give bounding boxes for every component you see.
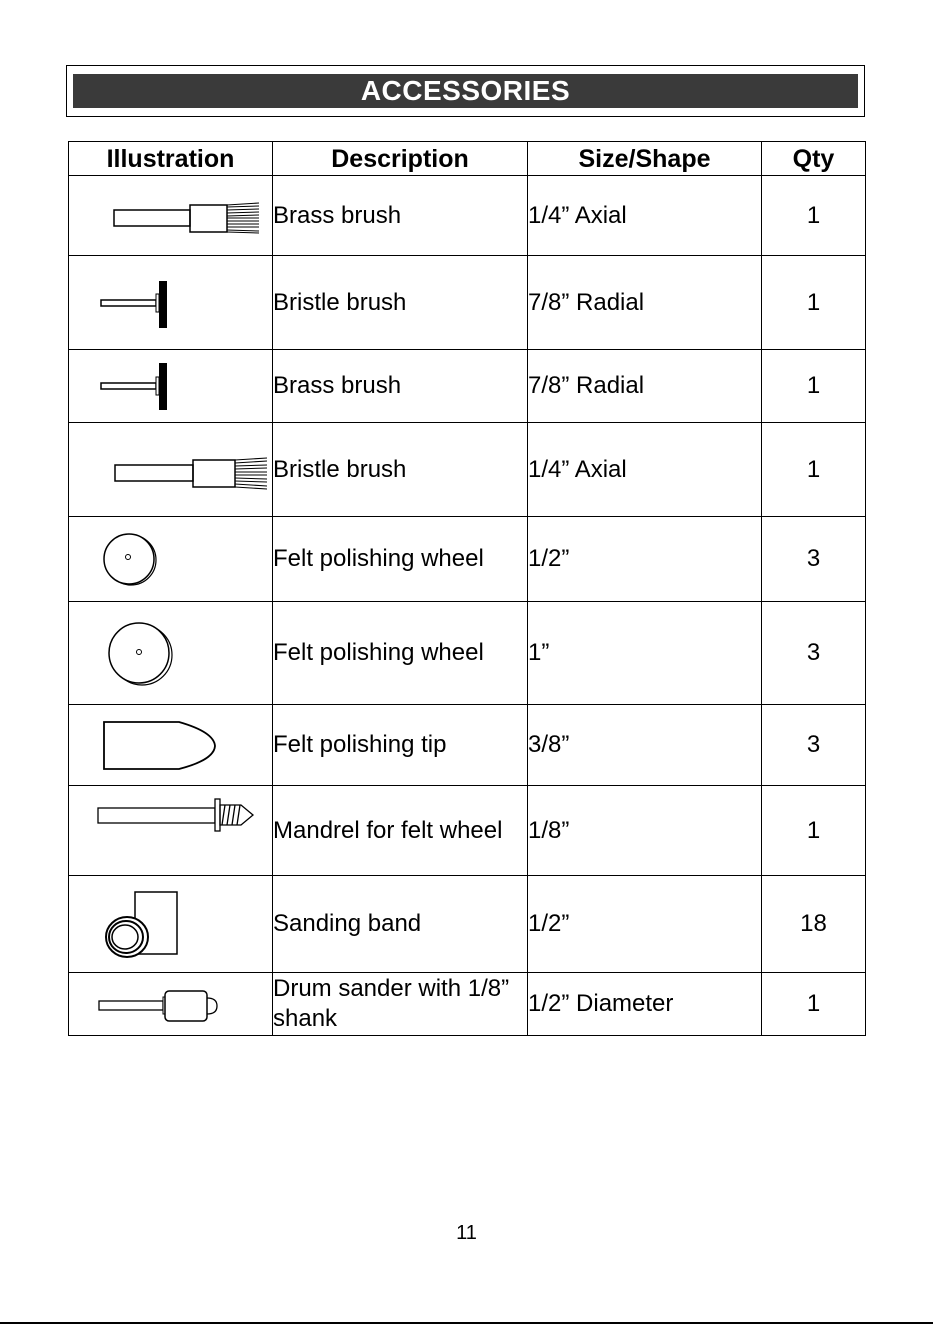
description-cell: Brass brush xyxy=(273,350,528,423)
radial-brush-icon xyxy=(69,350,273,423)
table-row xyxy=(69,350,866,423)
header-row xyxy=(69,142,866,176)
header-illustration: Illustration xyxy=(69,142,273,176)
illustration-cell xyxy=(69,517,273,602)
page-title: ACCESSORIES xyxy=(73,74,858,108)
qty-cell: 1 xyxy=(762,176,866,256)
qty-cell: 3 xyxy=(762,602,866,705)
axial-brush-icon xyxy=(69,176,273,256)
description-cell: Bristle brush xyxy=(273,423,528,517)
accessories-table xyxy=(68,141,866,1036)
illustration-cell xyxy=(69,350,273,423)
description-cell: Felt polishing wheel xyxy=(273,602,528,705)
qty-cell: 1 xyxy=(762,256,866,350)
size-cell: 1/2” xyxy=(528,517,762,602)
felt-wheel-icon xyxy=(69,517,273,602)
qty-cell: 1 xyxy=(762,786,866,876)
illustration-cell xyxy=(69,423,273,517)
size-cell: 1/4” Axial xyxy=(528,176,762,256)
qty-cell: 1 xyxy=(762,350,866,423)
size-cell: 1/2” xyxy=(528,876,762,973)
illustration-cell xyxy=(69,256,273,350)
mandrel-icon xyxy=(69,786,273,876)
table-row xyxy=(69,256,866,350)
illustration-cell xyxy=(69,176,273,256)
illustration-cell xyxy=(69,705,273,786)
description-cell: Sanding band xyxy=(273,876,528,973)
description-cell: Felt polishing wheel xyxy=(273,517,528,602)
size-cell: 1/8” xyxy=(528,786,762,876)
table-row xyxy=(69,786,866,876)
size-cell: 1/2” Diameter xyxy=(528,973,762,1036)
size-cell: 1” xyxy=(528,602,762,705)
size-cell: 7/8” Radial xyxy=(528,256,762,350)
qty-cell: 18 xyxy=(762,876,866,973)
qty-cell: 1 xyxy=(762,423,866,517)
sanding-band-icon xyxy=(69,876,273,973)
felt-tip-icon xyxy=(69,705,273,786)
header-size: Size/Shape xyxy=(528,142,762,176)
qty-cell: 1 xyxy=(762,973,866,1036)
table-row xyxy=(69,973,866,1036)
table-row xyxy=(69,705,866,786)
description-cell: Brass brush xyxy=(273,176,528,256)
illustration-cell xyxy=(69,786,273,876)
qty-cell: 3 xyxy=(762,517,866,602)
table-row xyxy=(69,423,866,517)
illustration-cell xyxy=(69,973,273,1036)
description-cell: Mandrel for felt wheel xyxy=(273,786,528,876)
table-row xyxy=(69,176,866,256)
header-description: Description xyxy=(273,142,528,176)
illustration-cell xyxy=(69,602,273,705)
title-frame xyxy=(66,65,865,117)
table-row xyxy=(69,876,866,973)
qty-cell: 3 xyxy=(762,705,866,786)
felt-wheel-icon xyxy=(69,602,273,705)
radial-brush-icon xyxy=(69,256,273,350)
table-row xyxy=(69,517,866,602)
description-cell: Bristle brush xyxy=(273,256,528,350)
header-qty: Qty xyxy=(762,142,866,176)
size-cell: 7/8” Radial xyxy=(528,350,762,423)
axial-brush-icon xyxy=(69,423,273,517)
illustration-cell xyxy=(69,876,273,973)
size-cell: 1/4” Axial xyxy=(528,423,762,517)
table-row xyxy=(69,602,866,705)
drum-sander-icon xyxy=(69,973,273,1036)
size-cell: 3/8” xyxy=(528,705,762,786)
page-number: 11 xyxy=(456,1222,477,1244)
description-cell: Felt polishing tip xyxy=(273,705,528,786)
description-cell: Drum sander with 1/8” shank xyxy=(273,973,528,1036)
